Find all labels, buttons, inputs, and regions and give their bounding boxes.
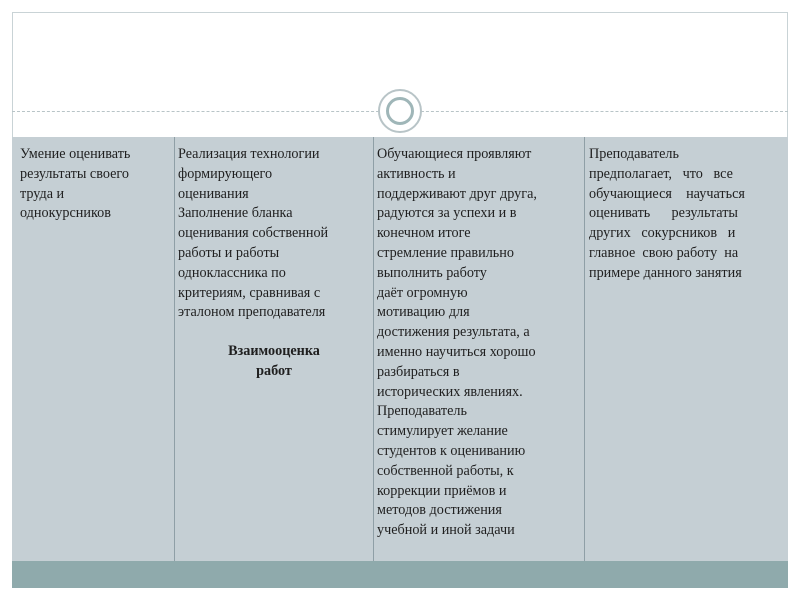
table-cell-technology [178,145,370,382]
cell-line: примере данного занятия [589,264,742,281]
cell-line: исторических явлениях. [377,383,523,400]
table-cell-outcome [377,145,580,541]
footer-accent-bar [12,561,788,588]
cell-line: Умение оценивать [20,146,131,162]
cell-line: критериям, сравнивая с [178,284,321,301]
cell-line: методов достижения [377,502,502,519]
cell-caption: работ [256,362,292,379]
cell-line: Реализация технологии [178,146,320,162]
cell-line: обучающиеся научаться [589,185,745,202]
cell-line: собственной работы, к [377,462,514,479]
cell-line: Заполнение бланка [178,205,293,222]
cell-line: разбираться в [377,363,460,380]
table-cell-skill [20,145,170,224]
cell-line: именно научиться хорошо [377,343,536,360]
cell-line: мотивацию для [377,304,470,321]
cell-line: оценивать результаты [589,205,738,222]
cell-line: эталоном преподавателя [178,304,326,321]
column-divider [584,137,585,581]
column-divider [373,137,374,581]
cell-line: результаты своего [20,165,129,182]
cell-line: оценивания [178,185,249,202]
cell-line: одноклассника по [178,264,286,281]
cell-line: выполнить работу [377,264,487,281]
cell-line: формирующего [178,165,273,182]
circle-ornament-inner [386,97,414,125]
cell-line: учебной и иной задачи [377,522,515,539]
cell-line: главное свою работу на [589,244,739,261]
cell-line: достижения результата, а [377,324,530,341]
cell-line: радуются за успехи и в [377,205,517,222]
cell-line: активность и [377,165,456,182]
cell-line: других сокурсников и [589,225,736,242]
cell-line: стремление правильно [377,244,514,261]
cell-line: Преподаватель [589,146,679,162]
cell-line: оценивания собственной [178,225,329,242]
cell-line: труда и [20,185,65,202]
cell-line: работы и работы [178,244,280,261]
cell-line: стимулирует желание [377,423,508,440]
cell-line: однокурсников [20,205,111,222]
cell-line: конечном итоге [377,225,471,242]
cell-line: Преподаватель [377,403,467,420]
circle-ornament-icon [378,89,422,133]
cell-line: предполагает, что все [589,165,733,182]
cell-line: поддерживают друг друга, [377,185,537,202]
cell-line: студентов к оцениванию [377,442,526,459]
cell-line: коррекции приёмов и [377,482,507,499]
column-divider [174,137,175,581]
cell-caption: Взаимооценка [228,343,320,360]
table-cell-teacher-expectation [589,145,785,284]
cell-line: даёт огромную [377,284,468,301]
cell-line: Обучающиеся проявляют [377,146,532,162]
